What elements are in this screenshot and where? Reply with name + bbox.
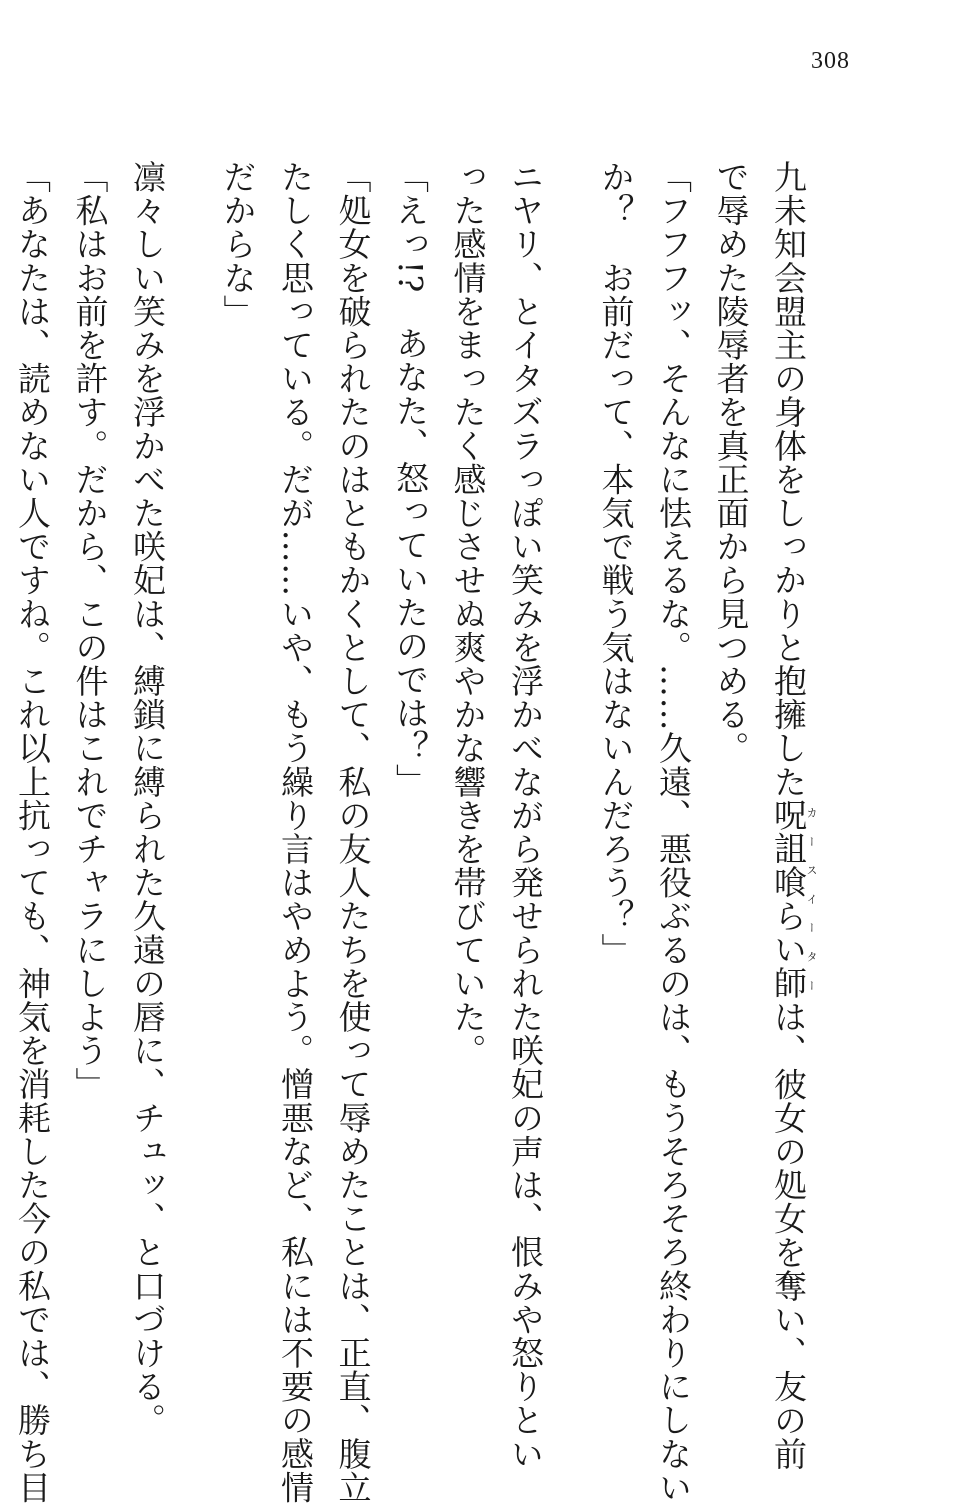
text-line	[267, 160, 325, 1504]
text-line	[645, 160, 703, 1504]
text-segment: 「えっ!? あなた、怒っていたのでは？」	[391, 160, 430, 797]
text-line	[4, 160, 62, 1504]
text-segment: 九未知会盟主の身体をしっかりと抱擁した	[769, 160, 808, 799]
text-segment: か？ お前だって、本気で戦う気はないんだろう？」	[596, 160, 636, 967]
text-line	[760, 160, 851, 1471]
text-segment: は、彼女の処女を奪い、友の前	[769, 1000, 808, 1471]
text-line	[497, 160, 588, 1471]
body-text	[13, 160, 850, 1504]
ruby-annotated-word: 呪詛喰らい師カースイーター	[769, 798, 818, 1001]
text-segment: で辱めた陵辱者を真正面から見つめる。	[711, 160, 751, 765]
text-line	[61, 160, 119, 1250]
text-line	[382, 160, 440, 1250]
text-line	[119, 160, 210, 1437]
text-line	[702, 160, 760, 1250]
text-segment: った感情をまったく感じさせぬ爽やかな響きを帯びていた。	[448, 160, 488, 1068]
text-line	[439, 160, 497, 1250]
text-line	[209, 160, 267, 1250]
text-segment: 「あなたは、読めない人ですね。これ以上抗っても、神気を消耗した今の私では、勝ち目	[13, 160, 52, 1504]
text-segment: 「私はお前を許す。だから、この件はこれでチャラにしよう」	[70, 160, 110, 1101]
text-line	[324, 160, 382, 1504]
ruby-reading: カースイーター	[805, 798, 818, 1000]
text-segment: たしく思っている。だが……いや、もう繰り言はやめよう。憎悪など、私には不要の感情	[276, 160, 315, 1504]
text-segment: ニヤリ、とイタズラっぽい笑みを浮かべながら発せられた咲妃の声は、恨みや怒りとい	[506, 160, 545, 1471]
text-segment: 「フフフッ、そんなに怯えるな。……久遠、悪役ぶるのは、もうそろそろ終わりにしない	[654, 160, 693, 1504]
text-line	[0, 160, 4, 1250]
text-segment: 「処女を破られたのはともかくとして、私の友人たちを使って辱めたことは、正直、腹立	[333, 160, 373, 1504]
text-segment: 凛々しい笑みを浮かべた咲妃は、縛鎖に縛られた久遠の唇に、チュッ、と口づける。	[128, 160, 167, 1437]
page-number: 308	[811, 48, 850, 74]
text-line	[587, 160, 645, 1250]
text-segment: だからな」	[218, 160, 258, 328]
